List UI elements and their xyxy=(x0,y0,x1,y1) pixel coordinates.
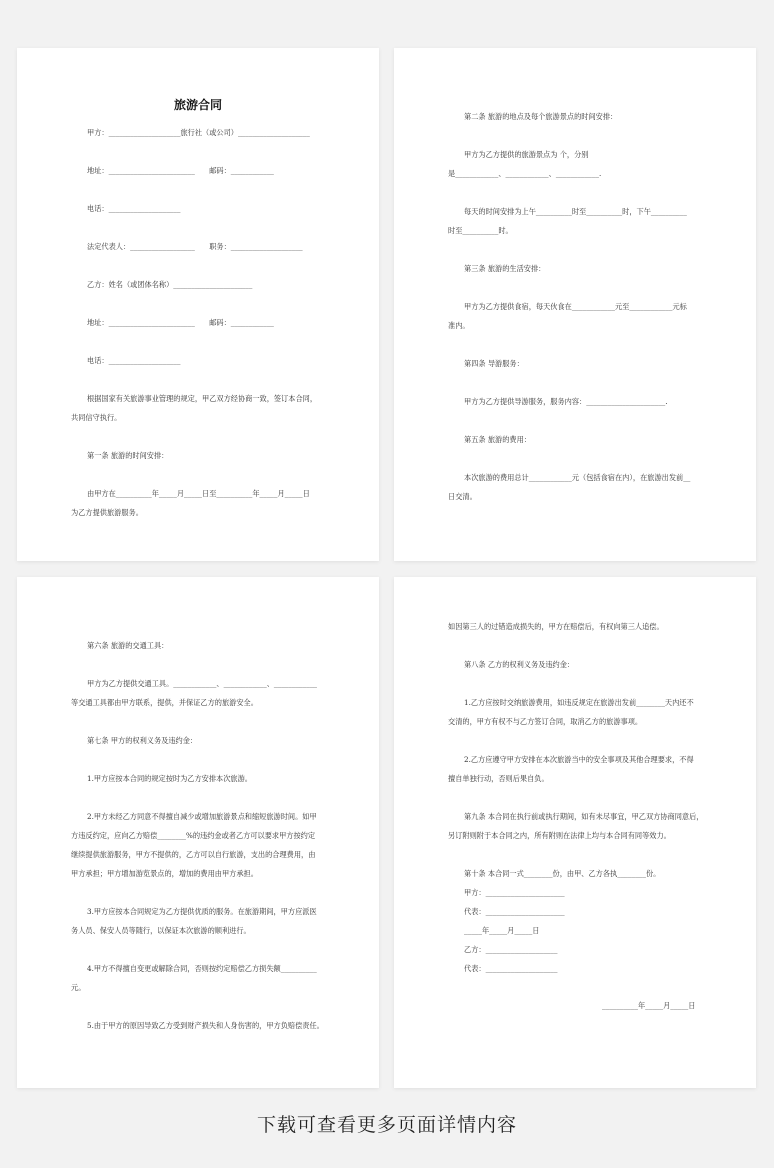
article-4-line-1: 甲方为乙方提供导游服务，服务内容：______________________. xyxy=(464,397,668,406)
article-7-item-3-line-2: 务人员、保安人员等随行，以保证本次旅游的顺利进行。 xyxy=(71,926,251,935)
preamble-line-1: 根据国家有关旅游事业管理的规定，甲乙双方经协商一致，签订本合同， xyxy=(87,394,318,403)
article-7-item-5-continued: 如因第三人的过错造成损失的，甲方在赔偿后，有权向第三人追偿。 xyxy=(448,622,664,631)
party-a-address-line: 地址：________________________ 邮码：____________ xyxy=(87,166,274,175)
article-8-item-1-line-1: 1.乙方应按时交纳旅游费用，如违反规定在旅游出发前________天内还不 xyxy=(464,698,694,707)
article-7-item-1: 1.甲方应按本合同的规定按时为乙方安排本次旅游。 xyxy=(87,774,252,783)
article-1-line-2: 为乙方提供旅游服务。 xyxy=(71,508,143,517)
article-5-line-2: 日交清。 xyxy=(448,492,477,501)
document-title: 旅游合同 xyxy=(173,98,222,112)
article-7-item-5: 5.由于甲方的原因导致乙方受到财产损失和人身伤害的，甲方负赔偿责任。 xyxy=(87,1021,324,1030)
party-a-line: 甲方：____________________旅行社（或公司）____________________ xyxy=(87,128,310,137)
article-2-heading: 第二条 旅游的地点及每个旅游景点的时间安排： xyxy=(464,112,618,121)
article-7-item-4-line-1: 4.甲方不得擅自变更或解除合同，否则按约定赔偿乙方损失额__________ xyxy=(87,964,317,973)
signature-date-b: __________年_____月_____日 xyxy=(602,1001,696,1010)
article-7-item-3-line-1: 3.甲方应按本合同规定为乙方提供优质的服务。在旅游期间，甲方应派医 xyxy=(87,907,317,916)
contract-page-1 xyxy=(17,48,379,561)
article-7-item-2-line-2: 方违反约定，应向乙方赔偿________%的违约金或者乙方可以要求甲方按约定 xyxy=(71,831,316,840)
article-6-line-1: 甲方为乙方提供交通工具。____________、____________、____________ xyxy=(87,679,318,688)
article-7-heading: 第七条 甲方的权利义务及违约金： xyxy=(87,736,198,745)
article-9-line-1: 第九条 本合同在执行前或执行期间，如有未尽事宜，甲乙双方协商同意后， xyxy=(464,812,704,821)
article-7-item-2-line-4: 甲方承担；甲方增加游览景点的，增加的费用由甲方承担。 xyxy=(71,869,258,878)
download-more-caption: 下载可查看更多页面详情内容 xyxy=(256,1114,517,1136)
signature-party-b: 乙方：____________________ xyxy=(464,945,558,954)
preamble-line-2: 共同信守执行。 xyxy=(71,413,122,422)
article-2-line-4: 时至__________时。 xyxy=(448,226,513,235)
party-b-phone-line: 电话：____________________ xyxy=(87,356,181,365)
article-6-heading: 第六条 旅游的交通工具： xyxy=(87,641,169,650)
article-7-item-2-line-3: 继续提供旅游服务，甲方不提供的，乙方可以自行旅游，支出的合理费用，由 xyxy=(71,850,316,859)
article-7-item-2-line-1: 2.甲方未经乙方同意不得擅自减少或增加旅游景点和缩短旅游时间。如甲 xyxy=(87,812,317,821)
signature-rep-a: 代表：______________________ xyxy=(464,907,565,916)
article-2-line-2: 是____________、____________、____________. xyxy=(448,169,602,178)
contract-page-4 xyxy=(394,577,756,1088)
article-2-line-1: 甲方为乙方提供的旅游景点为 个，分别 xyxy=(464,150,589,159)
article-8-heading: 第八条 乙方的权利义务及违约金： xyxy=(464,660,575,669)
article-1-line-1: 由甲方在__________年_____月_____日至__________年_____月_____日 xyxy=(87,489,310,498)
article-5-line-1: 本次旅游的费用总计____________元（包括食宿在内），在旅游出发前__ xyxy=(464,473,691,482)
article-8-item-2-line-2: 擅自单独行动，否则后果自负。 xyxy=(448,774,549,783)
article-10-line: 第十条 本合同一式________份，由甲、乙方各执________份。 xyxy=(464,869,661,878)
signature-date-a: _____年_____月_____日 xyxy=(464,926,540,935)
contract-page-3 xyxy=(17,577,379,1088)
article-1-heading: 第一条 旅游的时间安排： xyxy=(87,451,169,460)
article-8-item-1-line-2: 交清的，甲方有权不与乙方签订合同，取消乙方的旅游事项。 xyxy=(448,717,643,726)
party-b-address-line: 地址：________________________ 邮码：____________ xyxy=(87,318,274,327)
article-5-heading: 第五条 旅游的费用： xyxy=(464,435,531,444)
party-a-phone-line: 电话：____________________ xyxy=(87,204,181,213)
article-3-line-1: 甲方为乙方提供食宿，每天伙食在____________元至____________元标 xyxy=(464,302,687,311)
article-2-line-3: 每天的时间安排为上午__________时至__________时，下午__________ xyxy=(464,207,687,216)
article-3-heading: 第三条 旅游的生活安排： xyxy=(464,264,546,273)
signature-rep-b: 代表：____________________ xyxy=(464,964,558,973)
article-3-line-2: 准内。 xyxy=(448,321,470,330)
article-4-heading: 第四条 导游服务： xyxy=(464,359,524,368)
legal-rep-line: 法定代表人：__________________ 职务：____________________ xyxy=(87,242,303,251)
contract-page-2 xyxy=(394,48,756,561)
article-8-item-2-line-1: 2.乙方应遵守甲方安排在本次旅游当中的安全事项及其他合理要求，不得 xyxy=(464,755,694,764)
party-b-name-line: 乙方：姓名（或团体名称）______________________ xyxy=(87,280,253,289)
article-6-line-2: 等交通工具都由甲方联系，提供，并保证乙方的旅游安全。 xyxy=(71,698,258,707)
signature-party-a: 甲方：______________________ xyxy=(464,888,565,897)
article-7-item-4-line-2: 元。 xyxy=(71,983,86,992)
article-9-line-2: 另订附则附于本合同之内，所有附则在法律上均与本合同有同等效力。 xyxy=(448,831,671,840)
